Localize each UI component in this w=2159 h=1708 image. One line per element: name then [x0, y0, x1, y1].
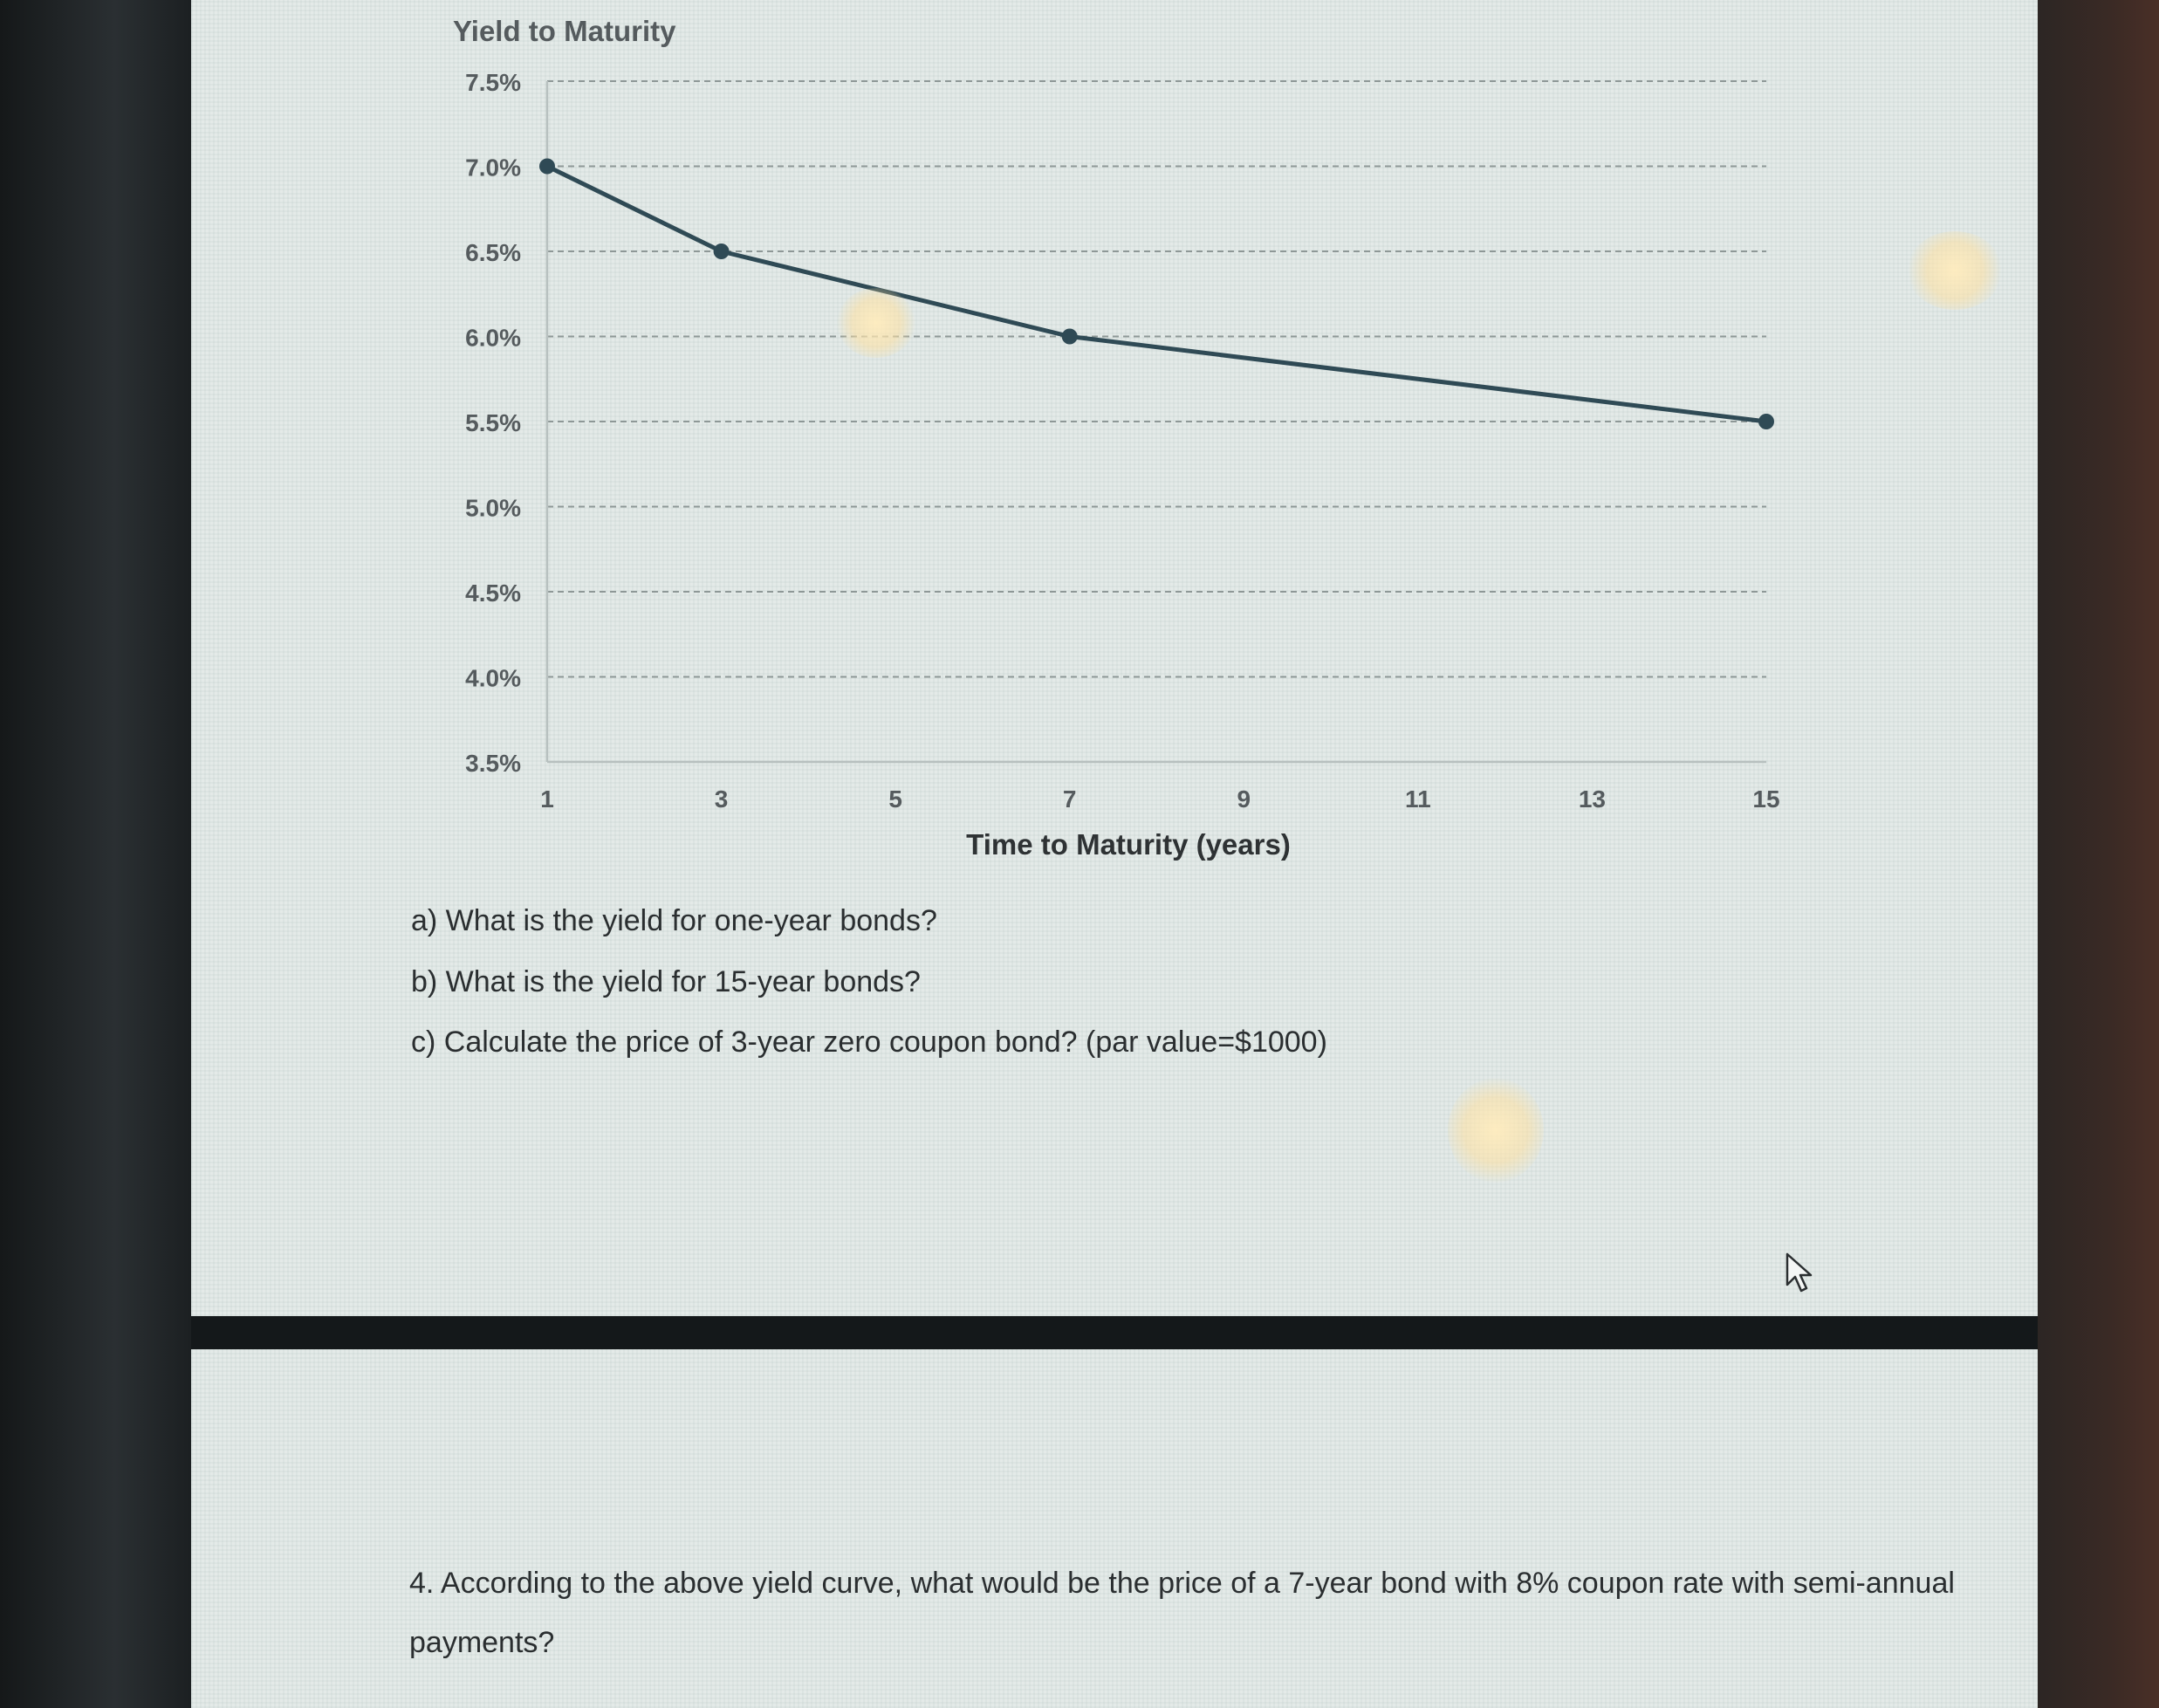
screen — [191, 0, 2038, 1708]
screen-glare — [1907, 231, 2003, 310]
y-tick-label: 3.5% — [465, 750, 521, 777]
y-tick-label: 6.5% — [465, 239, 521, 266]
question-c: c) Calculate the price of 3-year zero coupon bond? (par value=$1000) — [411, 1025, 1327, 1059]
screen-glare — [1448, 1078, 1544, 1183]
y-tick-label: 7.0% — [465, 154, 521, 182]
question-panel-yield-curve — [191, 0, 2038, 1316]
mouse-pointer-icon — [1785, 1252, 1816, 1295]
screen-glare — [837, 288, 915, 358]
data-point — [1062, 329, 1078, 345]
x-tick-labels — [540, 785, 1779, 813]
data-point — [714, 244, 730, 259]
question-4: 4. According to the above yield curve, what would be the price of a 7-year bond with 8% coupon rate with semi-annual payments? — [409, 1567, 1955, 1659]
data-point — [1758, 414, 1774, 429]
x-axis-label: Time to Maturity (years) — [966, 828, 1291, 861]
monitor-bezel-left — [0, 0, 191, 1708]
yield-curve-chart — [191, 0, 2038, 1316]
x-tick-label: 9 — [1237, 785, 1251, 813]
y-tick-label: 5.0% — [465, 494, 521, 522]
question-a: a) What is the yield for one-year bonds? — [411, 904, 937, 937]
x-tick-label: 3 — [714, 785, 729, 813]
chart-title: Yield to Maturity — [453, 15, 676, 47]
x-tick-label: 11 — [1405, 785, 1431, 813]
y-tick-label: 4.5% — [465, 580, 521, 607]
gridlines — [547, 81, 1766, 677]
y-tick-label: 7.5% — [465, 69, 521, 96]
question-b: b) What is the yield for 15-year bonds? — [411, 965, 921, 998]
x-tick-label: 5 — [888, 785, 902, 813]
x-tick-label: 15 — [1752, 785, 1780, 813]
y-tick-labels — [465, 69, 521, 777]
monitor-bezel-right — [2038, 0, 2159, 1708]
x-tick-label: 1 — [540, 785, 554, 813]
yield-series — [539, 159, 1774, 430]
y-tick-label: 5.5% — [465, 409, 521, 436]
data-point — [539, 159, 555, 175]
x-tick-label: 7 — [1062, 785, 1077, 813]
y-tick-label: 6.0% — [465, 324, 521, 352]
yield-curve-line — [547, 167, 1766, 422]
x-tick-label: 13 — [1578, 785, 1607, 813]
y-tick-label: 4.0% — [465, 664, 521, 692]
